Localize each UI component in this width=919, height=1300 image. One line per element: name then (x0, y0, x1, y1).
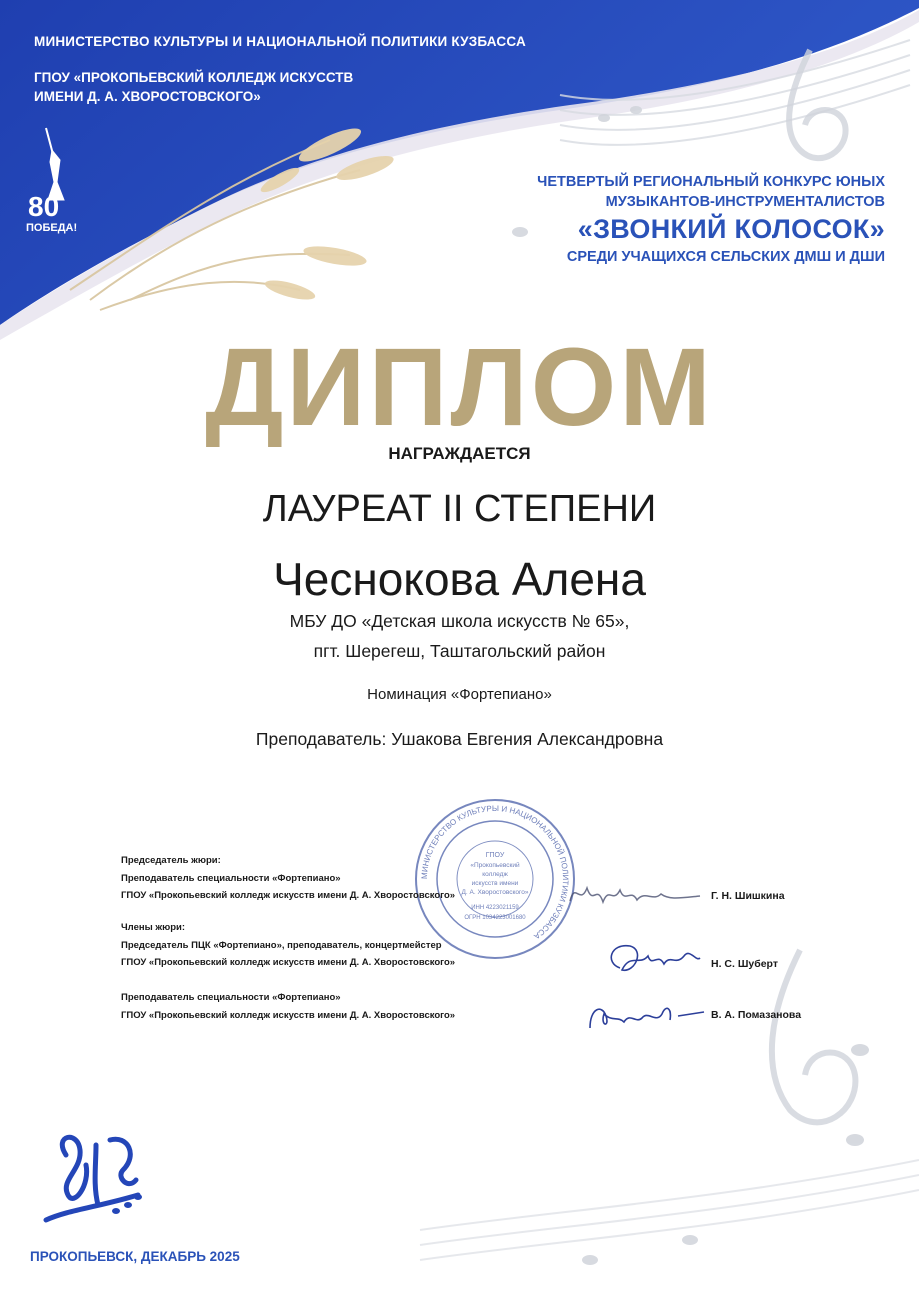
jury-chair-role: Преподаватель специальности «Фортепиано» (121, 872, 341, 884)
jury-chair-title: Председатель жюри: (121, 855, 221, 866)
contest-line-2: МУЗЫКАНТОВ-ИНСТРУМЕНТАЛИСТОВ (605, 194, 885, 210)
jury-members-title: Члены жюри: (121, 922, 186, 933)
college-title (34, 68, 394, 106)
stamp-center-3: колледж (482, 871, 508, 878)
stamp-ring-text: МИНИСТЕРСТВО КУЛЬТУРЫ И НАЦИОНАЛЬНОЙ ПОЛИТИКИ КУЗБАССА (419, 803, 571, 941)
stamp-ogrn: ОГРН 1034223001680 (464, 915, 526, 921)
jury-member2-org: ГПОУ «Прокопьевский колледж искусств имени Д. А. Хворостовского» (121, 1009, 456, 1021)
contest-title (425, 172, 885, 267)
stamp-center-1: ГПОУ (485, 852, 505, 859)
diploma-heading: ДИПЛОМ (205, 326, 714, 449)
jury-chair-org: ГПОУ «Прокопьевский колледж искусств имени Д. А. Хворостовского» (121, 890, 456, 901)
stamp-inn: ИНН 4223021159 (471, 905, 519, 911)
jury-member2-name: В. А. Помазанова (711, 1009, 802, 1021)
recipient-name: Чеснокова Алена (273, 553, 646, 605)
jury-chair-block (121, 852, 455, 905)
ministry-title: МИНИСТЕРСТВО КУЛЬТУРЫ И НАЦИОНАЛЬНОЙ ПОЛИТИКИ КУЗБАССА (34, 34, 526, 49)
victory-label: ПОБЕДА! (26, 222, 78, 234)
jury-member1-role: Председатель ПЦК «Фортепиано», преподаватель, концертмейстер (121, 939, 442, 951)
stamp-center-4: искусств имени (471, 880, 519, 887)
jury-member2-role: Преподаватель специальности «Фортепиано» (121, 992, 341, 1003)
laureate-degree: ЛАУРЕАТ II СТЕПЕНИ (262, 488, 657, 530)
contest-name: «ЗВОНКИЙ КОЛОСОК» (577, 214, 885, 244)
teacher-label: Преподаватель: Ушакова Евгения Александровна (255, 729, 664, 749)
college-line-1: ГПОУ «ПРОКОПЬЕВСКИЙ КОЛЛЕДЖ ИСКУССТВ (34, 70, 354, 85)
jury-member1-org: ГПОУ «Прокопьевский колледж искусств имени Д. А. Хворостовского» (121, 957, 456, 968)
stamp-center-5: Д. А. Хворостовского» (461, 889, 529, 896)
stamp-center-2: «Прокопьевский (470, 862, 520, 869)
school-line-2: пгт. Шерегеш, Таштагольский район (313, 641, 606, 661)
jury-member1-block (121, 919, 455, 972)
college-line-2: ИМЕНИ Д. А. ХВОРОСТОВСКОГО» (34, 89, 261, 104)
jury-chair-name: Г. Н. Шишкина (711, 890, 785, 902)
footer-place-date: ПРОКОПЬЕВСК, ДЕКАБРЬ 2025 (30, 1249, 240, 1264)
awarded-label: НАГРАЖДАЕТСЯ (388, 444, 531, 463)
jury-member2-block (121, 989, 455, 1024)
college-logo-icon (38, 1125, 158, 1235)
jury-member1-name: Н. С. Шуберт (711, 958, 778, 970)
victory-80-label: 80 (28, 191, 60, 222)
contest-line-3: СРЕДИ УЧАЩИХСЯ СЕЛЬСКИХ ДМШ И ДШИ (566, 249, 885, 265)
signature-chair (565, 876, 705, 916)
contest-line-1: ЧЕТВЕРТЫЙ РЕГИОНАЛЬНЫЙ КОНКУРС ЮНЫХ (537, 174, 885, 190)
school-line-1: МБУ ДО «Детская школа искусств № 65», (289, 611, 630, 631)
nomination-label: Номинация «Фортепиано» (367, 686, 552, 703)
signature-member2 (582, 996, 707, 1038)
signature-member1 (600, 938, 710, 983)
